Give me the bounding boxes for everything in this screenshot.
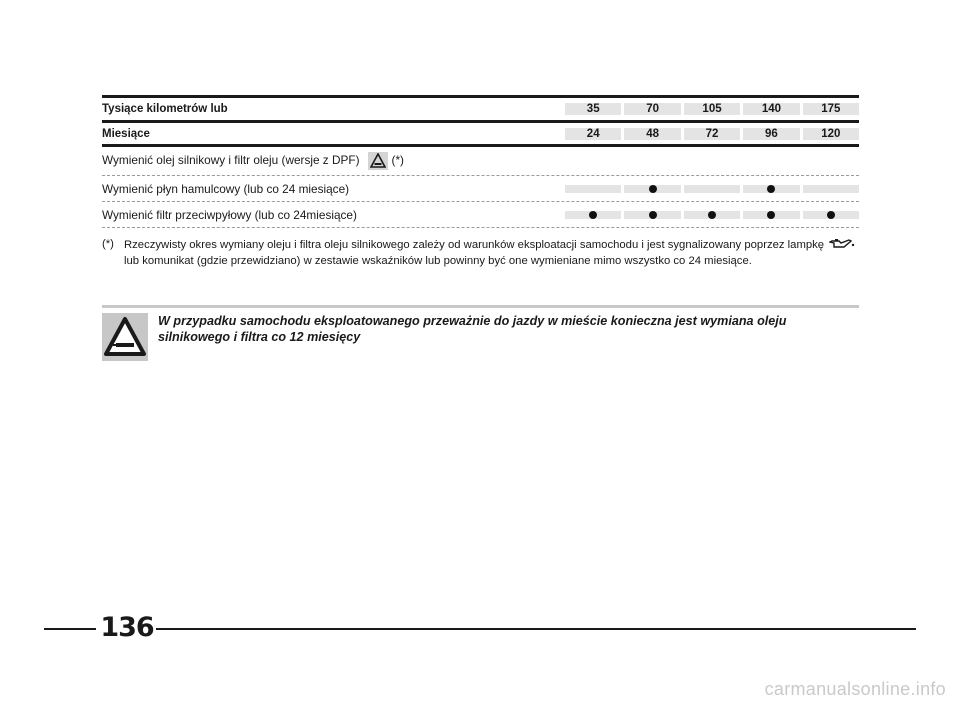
header-km-label: Tysiące kilometrów lub <box>102 103 228 115</box>
km-cells <box>565 103 859 115</box>
row-cell <box>743 185 799 193</box>
page-number-rule-left <box>44 628 96 630</box>
month-value: 48 <box>624 128 680 140</box>
row-cells <box>565 211 859 219</box>
footnote-text-before: Rzeczywisty okres wymiany oleju i filtra oleju silnikowego zależy od warunków eksploatacji samochodu i jest sygnalizowany poprzez lampkę <box>124 239 825 252</box>
row-cells <box>565 185 859 193</box>
row-label: Wymienić płyn hamulcowy (lub co 24 miesiące) <box>102 181 350 196</box>
warning-box <box>102 305 859 344</box>
service-dot-icon <box>767 185 775 193</box>
month-value: 72 <box>684 128 740 140</box>
month-cells <box>565 128 859 140</box>
table-header-km-row <box>102 95 859 120</box>
page-number-rule-right <box>156 628 916 630</box>
row-cell <box>803 185 859 193</box>
row-cell <box>743 211 799 219</box>
km-value: 70 <box>624 103 680 115</box>
row-label <box>102 152 565 170</box>
row-cell <box>684 211 740 219</box>
km-value: 105 <box>684 103 740 115</box>
footnote-marker: (*) <box>102 238 114 250</box>
header-months-label: Miesiące <box>102 127 150 140</box>
oil-can-icon <box>829 237 855 254</box>
month-value: 96 <box>743 128 799 140</box>
row-cell <box>803 211 859 219</box>
warning-divider <box>102 305 859 308</box>
page-number: 136 <box>100 612 154 643</box>
row-cell <box>565 211 621 219</box>
row-cell <box>624 185 680 193</box>
warning-triangle-icon <box>102 313 148 361</box>
row-label: Wymienić filtr przeciwpyłowy (lub co 24miesiące) <box>102 207 357 222</box>
footnote-text-after: lub komunikat (gdzie przewidziano) w zestawie wskaźników lub powinny być one wymieniane mimo wszystko co 24 miesiące. <box>124 254 752 267</box>
service-dot-icon <box>649 211 657 219</box>
table-row <box>102 202 859 228</box>
warning-triangle-icon <box>368 152 388 170</box>
month-value: 120 <box>803 128 859 140</box>
maintenance-table <box>102 95 859 228</box>
km-value: 140 <box>743 103 799 115</box>
warning-text: W przypadku samochodu eksploatowanego przeważnie do jazdy w mieście konieczna jest wymiana oleju silnikowego i filtra co 12 miesięcy <box>158 314 787 344</box>
table-row <box>102 176 859 202</box>
service-dot-icon <box>767 211 775 219</box>
row-cell <box>684 185 740 193</box>
service-dot-icon <box>589 211 597 219</box>
row-cell <box>624 211 680 219</box>
row-label-text: Wymienić olej silnikowy i filtr oleju (wersje z DPF) <box>102 153 360 168</box>
service-dot-icon <box>827 211 835 219</box>
row-cell <box>565 185 621 193</box>
km-value: 35 <box>565 103 621 115</box>
service-dot-icon <box>708 211 716 219</box>
service-dot-icon <box>649 185 657 193</box>
watermark: carmanualsonline.info <box>764 679 946 699</box>
table-row <box>102 147 859 176</box>
footnote <box>102 237 862 268</box>
month-value: 24 <box>565 128 621 140</box>
km-value: 175 <box>803 103 859 115</box>
footnote-text <box>124 237 862 268</box>
table-header-months-row <box>102 120 859 147</box>
row-suffix: (*) <box>391 153 404 168</box>
